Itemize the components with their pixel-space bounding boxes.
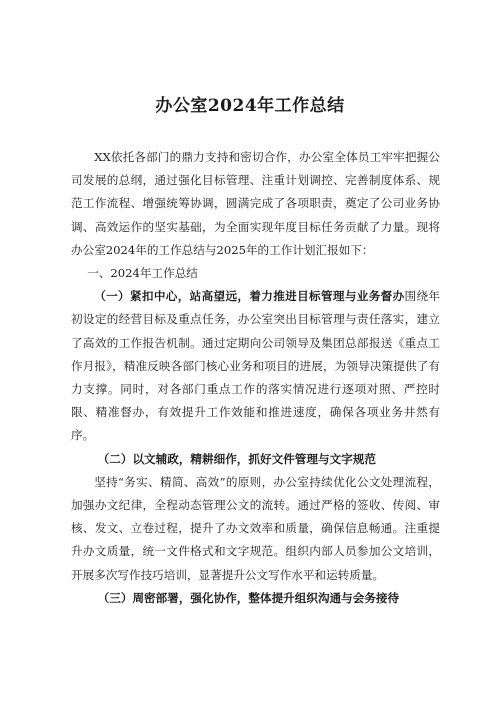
subsection-1-paragraph bbox=[71, 285, 440, 447]
subsection-2-heading: （二）以文辅政，精耕细作，抓好文件管理与文字规范 bbox=[97, 451, 376, 466]
subsection-3-heading: （三）周密部署，强化协作，整体提升组织沟通与会务接待 bbox=[97, 590, 400, 605]
subsection-1-text: 围绕年初设定的经营目标及重点任务，办公室突出目标管理与责任落实，建立了高效的工作报告机制。通过定期向公司领导及集团总部报送《重点工作月报》，精准反映各部门核心业务和项目的进展，为领导决策提供了有力支撑。同时，对各部门重点工作的落实情况进行逐项对照、严控时限、精准督办，有效提升工作效能和推进速度，确保各项业务井然有序。 bbox=[71, 289, 440, 443]
document-title: 办公室2024年工作总结 bbox=[155, 96, 345, 116]
document-body bbox=[71, 146, 440, 610]
intro-paragraph: XX依托各部门的鼎力支持和密切合作，办公室全体员工牢牢把握公司发展的总纲，通过强化目标管理、注重计划调控、完善制度体系、规范工作流程、增强统筹协调，圆满完成了各项职责，奠定了公司业务协调、高效运作的坚实基础，为全面实现年度目标任务贡献了力量。现将办公室2024年的工作总结与2025年的工作计划汇报如下： bbox=[71, 150, 440, 257]
subsection-2-text: 坚持“务实、精简、高效”的原则，办公室持续优化公文处理流程，加强办文纪律，全程动态管理公文的流转。通过严格的签收、传阅、审核、发文、立卷过程，提升了办文效率和质量，确保信息畅通。注重提升办文质量，统一文件格式和文字规范。组织内部人员参加公文培训，开展多次写作技巧培训，显著提升公文写作水平和运转质量。 bbox=[71, 474, 440, 582]
subsection-1-heading: （一）紧扣中心，站高望远，着力推进目标管理与业务督办 bbox=[94, 289, 405, 304]
section-heading-summary: 一、2024年工作总结 bbox=[87, 266, 198, 281]
